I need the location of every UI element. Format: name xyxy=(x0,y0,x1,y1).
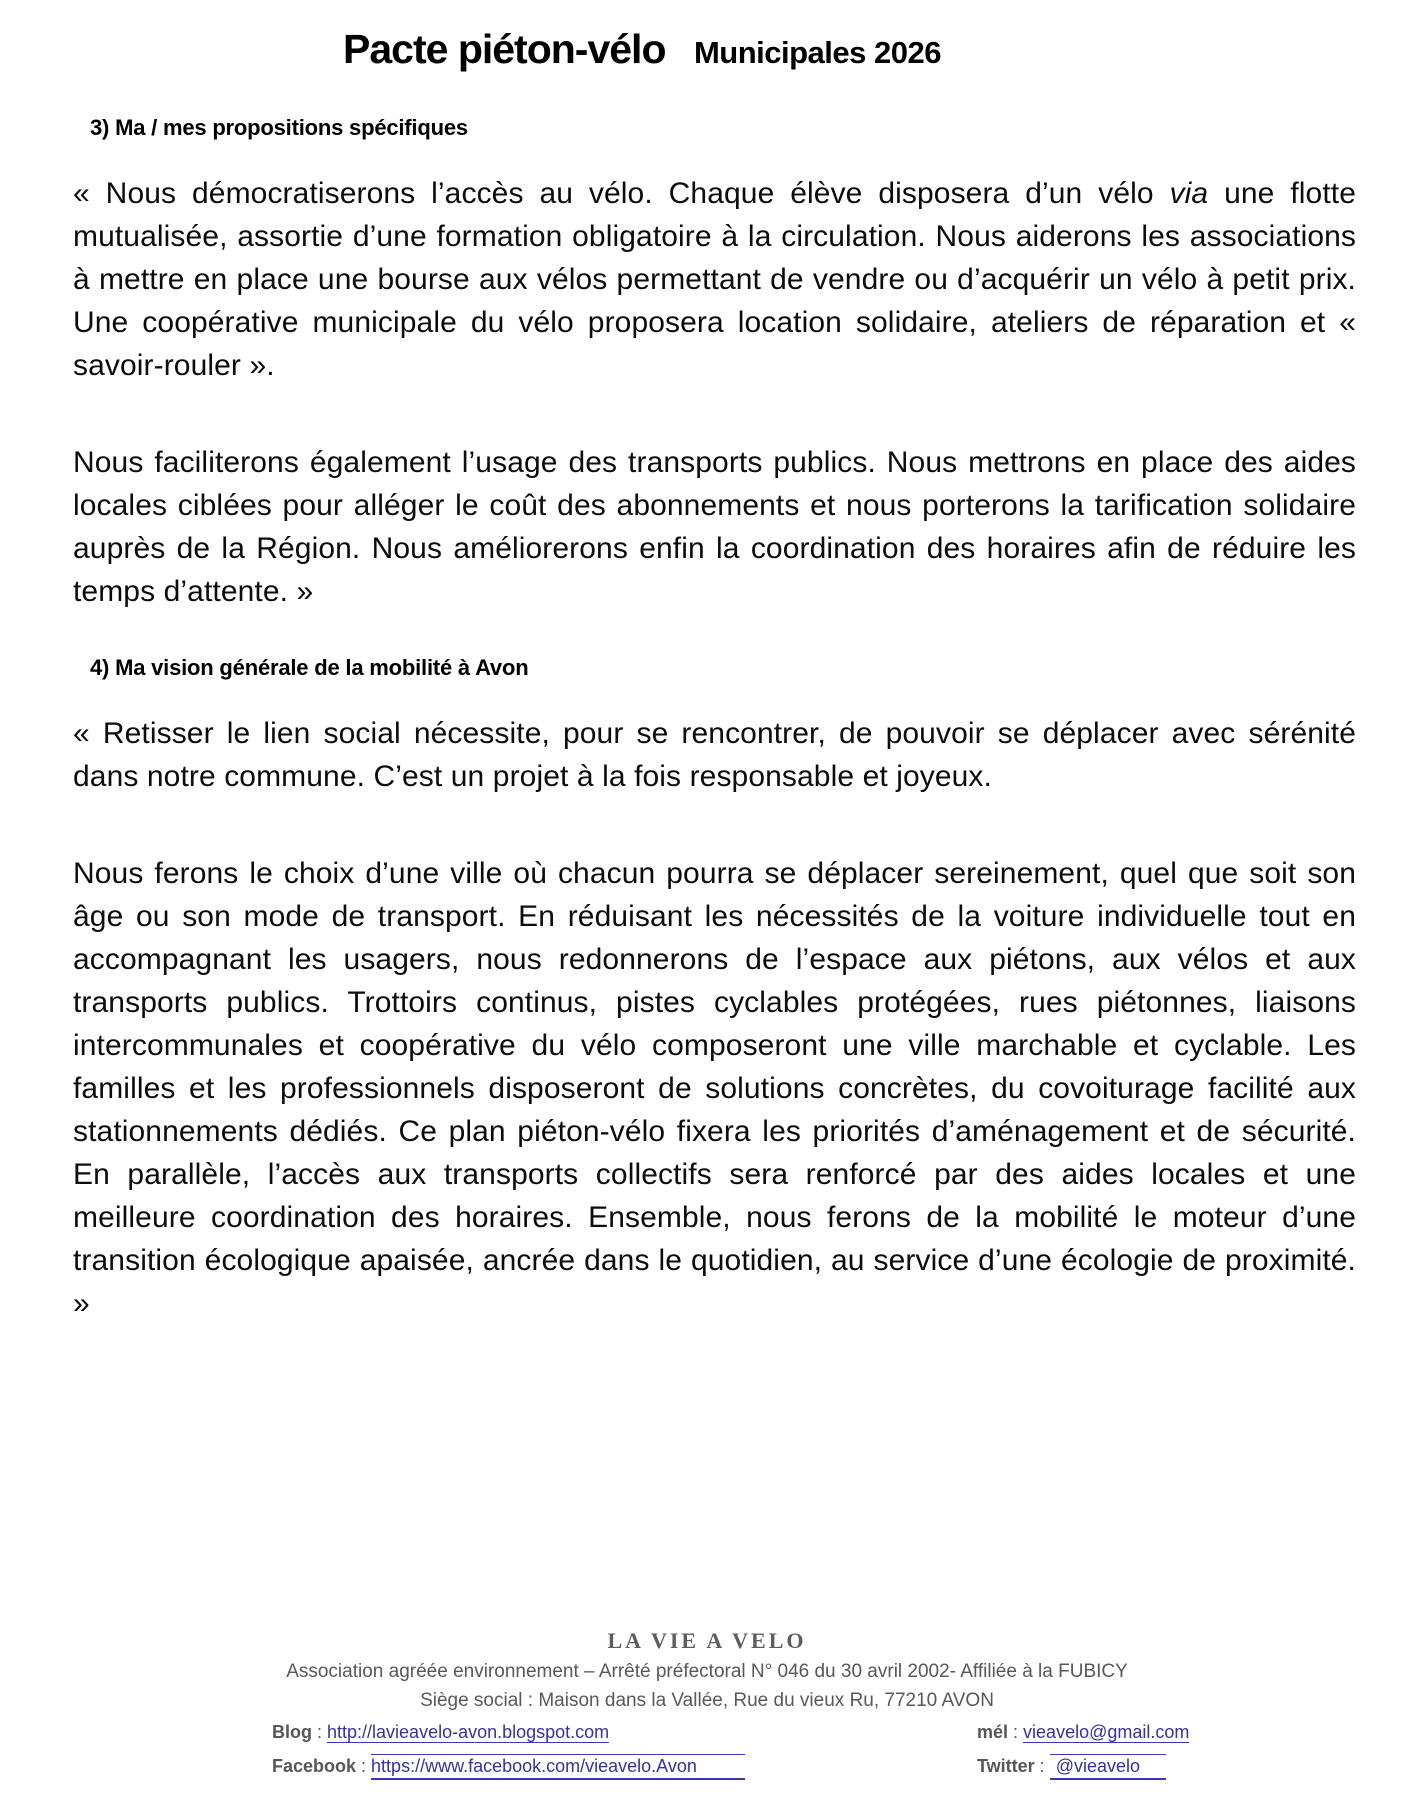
footer-links xyxy=(272,1722,1272,1780)
section-3-paragraph-2: Nous faciliterons également l’usage des transports publics. Nous mettrons en place des aides locales ciblées pour alléger le coût des abonnements et nous porterons la tarification solidaire auprès de la Région. Nous améliorerons enfin la coordination des horaires afin de réduire les temps d’attente. » xyxy=(73,446,1356,608)
section-3-heading: 3) Ma / mes propositions spécifiques xyxy=(90,115,468,140)
twitter-separator: : xyxy=(1034,1756,1050,1776)
section-4-heading: 4) Ma vision générale de la mobilité à Avon xyxy=(90,655,529,680)
footer-association-line: Association agréée environnement – Arrêté préfectoral N° 046 du 30 avril 2002- Affiliée à la FUBICY xyxy=(286,1661,1128,1682)
facebook-link[interactable]: https://www.facebook.com/vieavelo.Avon xyxy=(371,1754,745,1780)
facebook-label: Facebook xyxy=(272,1756,357,1776)
section-4-paragraph-1: « Retisser le lien social nécessite, pour se rencontrer, de pouvoir se déplacer avec sérénité dans notre commune. C’est un projet à la fois responsable et joyeux. xyxy=(73,717,1356,793)
blog-link[interactable]: http://lavieavelo-avon.blogspot.com xyxy=(327,1722,610,1742)
mail-row xyxy=(977,1722,1272,1743)
blog-row xyxy=(272,1722,977,1743)
italic-word-via: via xyxy=(1169,177,1209,210)
page-title: Pacte piéton-vélo xyxy=(343,26,666,72)
association-footer xyxy=(0,1628,1414,1796)
twitter-row xyxy=(977,1756,1272,1780)
footer-org-name: LA VIE A VELO xyxy=(607,1628,807,1653)
section-3-paragraph-1 xyxy=(73,172,1356,387)
facebook-separator: : xyxy=(356,1756,372,1776)
mail-link[interactable]: vieavelo@gmail.com xyxy=(1023,1722,1190,1742)
paragraph-text-before-italic: « Nous démocratiserons l’accès au vélo. Chaque élève disposera d’un vélo xyxy=(73,177,1170,210)
document-header xyxy=(0,0,1414,73)
twitter-link[interactable]: @vieavelo xyxy=(1050,1754,1166,1780)
mail-separator: : xyxy=(1008,1722,1024,1742)
facebook-row xyxy=(272,1756,977,1780)
document-body xyxy=(0,73,1414,1325)
footer-address-line: Siège social : Maison dans la Vallée, Rue du vieux Ru, 77210 AVON xyxy=(420,1690,994,1711)
section-4-paragraph-2: Nous ferons le choix d’une ville où chacun pourra se déplacer sereinement, quel que soit son âge ou son mode de transport. En réduisant les nécessités de la voiture individuelle tout en accompagnant les usagers, nous redonnerons de l’espace aux piétons, aux vélos et aux transports publics. Trottoirs continus, pistes cyclables protégées, rues piétonnes, liaisons intercommunales et coopérative du vélo composeront une ville marchable et cyclable. Les familles et les professionnels disposeront de solutions concrètes, du covoiturage facilité aux stationnements dédiés. Ce plan piéton-vélo fixera les priorités d’aménagement et de sécurité. En parallèle, l’accès aux transports collectifs sera renforcé par des aides locales et une meilleure coordination des horaires. Ensemble, nous ferons de la mobilité le moteur d’une transition écologique apaisée, ancrée dans le quotidien, au service d’une écologie de proximité. » xyxy=(73,857,1356,1320)
page-subtitle: Municipales 2026 xyxy=(693,35,941,70)
blog-separator: : xyxy=(312,1722,328,1742)
mail-label: mél xyxy=(977,1722,1009,1742)
paragraph-text-after-italic: une flotte mutualisée, assortie d’une formation obligatoire à la circulation. Nous aiderons les associations à mettre en place une bourse aux vélos permettant de vendre ou d’acquérir un vélo à petit prix. Une coopérative municipale du vélo proposera location solidaire, ateliers de réparation et « savoir-rouler ». xyxy=(73,177,1356,382)
blog-label: Blog xyxy=(272,1722,312,1742)
twitter-label: Twitter xyxy=(977,1756,1035,1776)
